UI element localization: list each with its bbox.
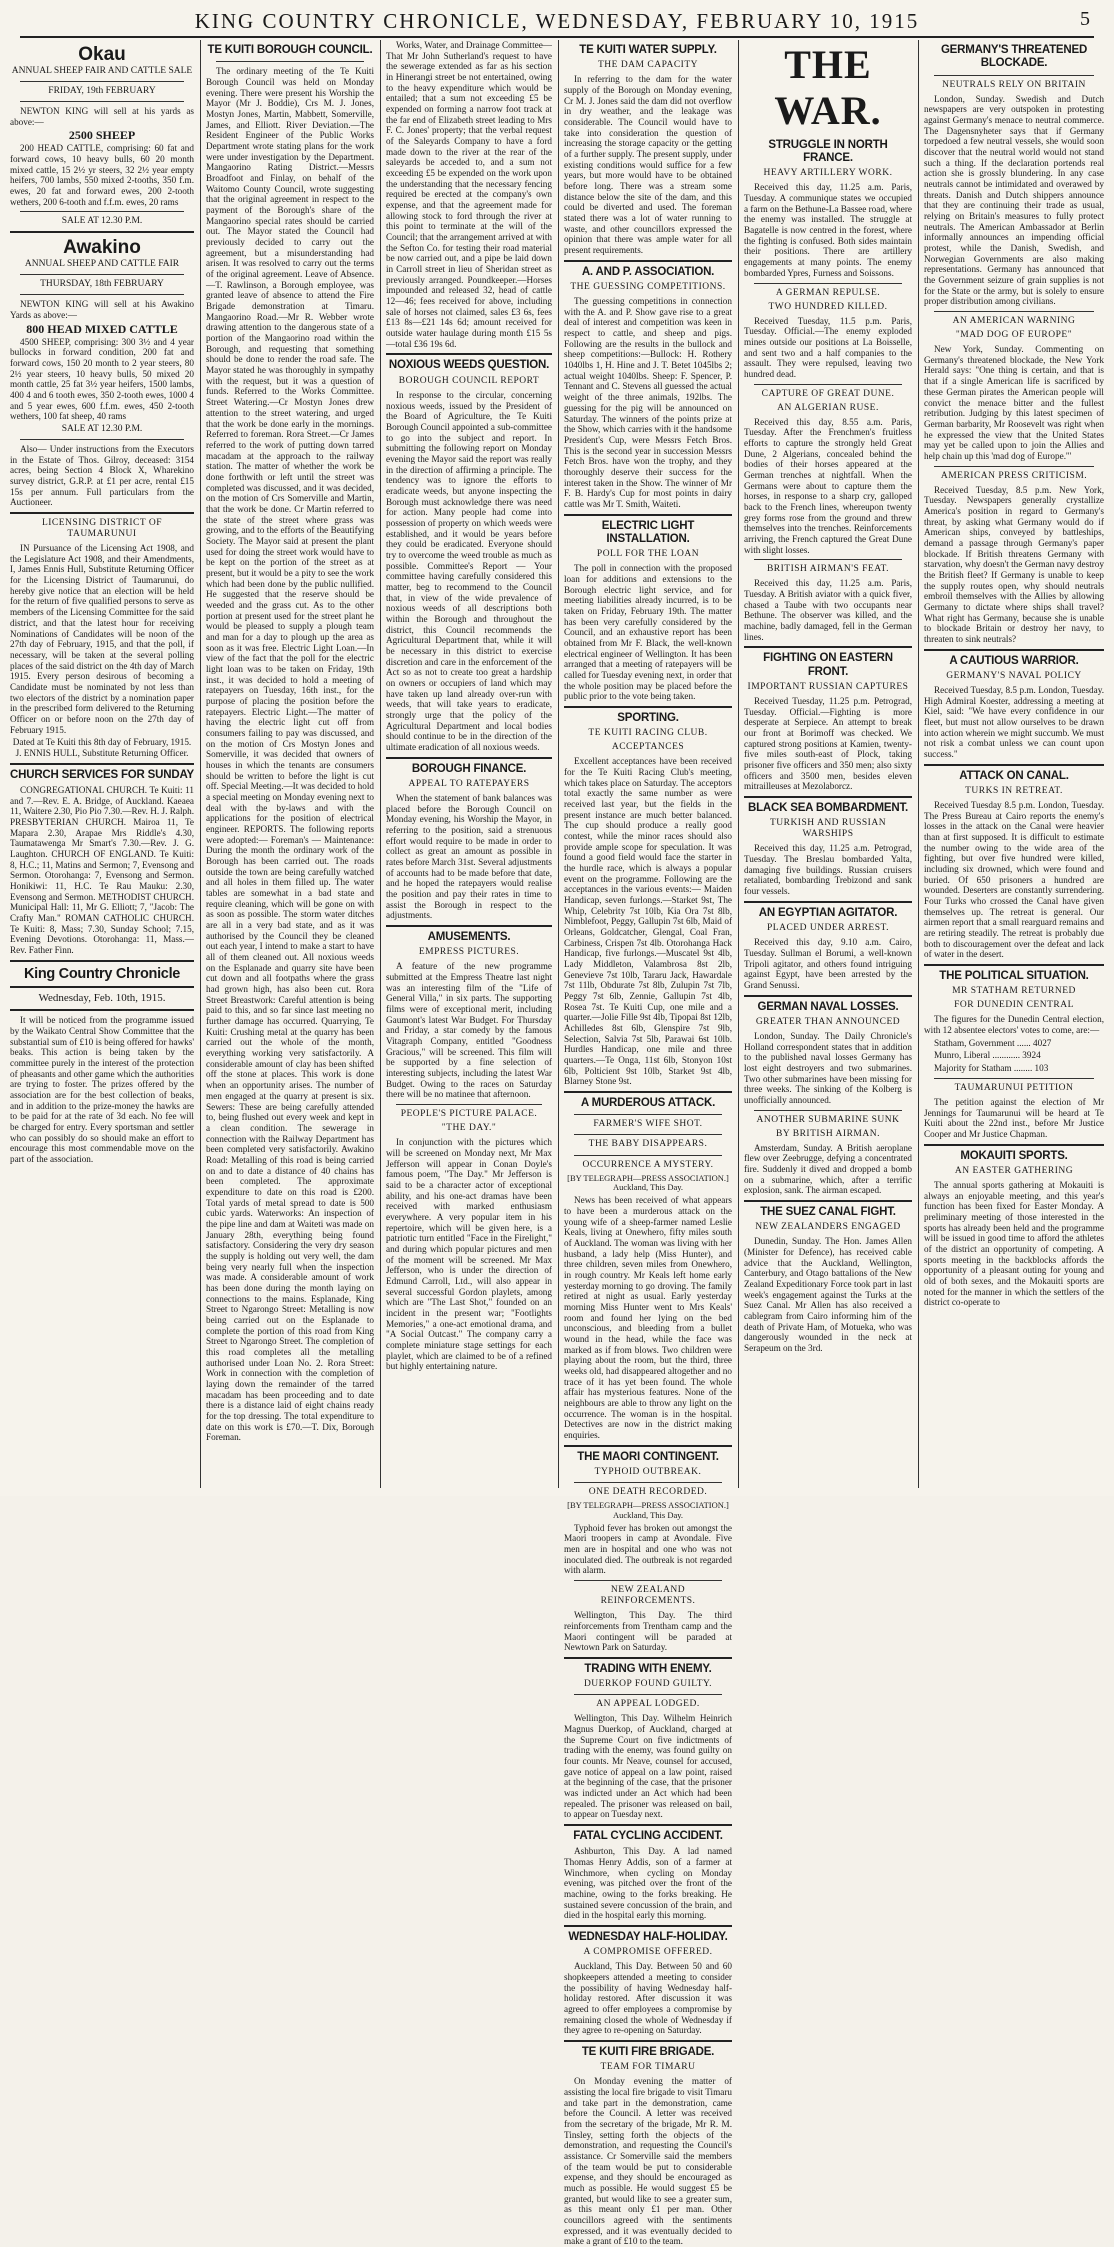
awakino-sale-time: SALE AT 12.30 P.M. xyxy=(61,424,143,435)
sporting-body: Excellent acceptances have been received for the Te Kuiti Racing Club's meeting, which takes place on Saturday. The acceptors total exactly the same number as were received last year, but the fields in the present instance are much better balanced. The cup should produce a really good contest, while the minor races should also provide ample scope for speculation. It was found a good field would face the starter in the hurdle race, which is always a popular event on the programme. Following are the acceptances in the various events:— Maiden Handicap, seven furlongs.—Starket 9st, The Whip, Celebrity 7st 10lb, Kia Ora 7st 8lb, Nimblefoot, Peggy, Gallupin 7st 6lb, Maid of Orleans, Goldcatcher, Glengal, Coal Fran, Carbiness, Crispen 7st 4lb. Otorohanga Hack Handicap, five furlongs.—Muscatel 9st 4lb, Lady Middleton, Valambrosa 8st 2lb, Genevieve 7st 10lb, Tararu Jack, Hawardale 7st 11lb, Obdurate 7st 8lb, Zulupin 7st 7lb, Peggy 7st 6lb, Zennie, Gallupin 7st 4lb, Rosea 7st. Te Kuiti Cup, one mile and a quarter.—Jolie Fille 9st 4lb, Tipopai 8st 12lb, Achilledes 8st 6lb, Glenspire 7st 9lb, Selection, Salvia 7st 5lb, Parawai 6st 10lb. Hurdles Handicap, one mile and three quarters.—Te Onga, 11st 6lb, Stonyon 10st 6lb, Polticient 9st 10lb, Starket 9st 4lb, Blarney Stone 9st. xyxy=(564,756,732,1087)
okau-date: FRIDAY, 19th FEBRUARY xyxy=(48,86,156,97)
canal-attack-body: Received Tuesday 8.5 p.m. London, Tuesday. The Press Bureau at Cairo reports the enemy's losses in the attack on the Canal were heavier than at first supposed. It is difficult to estimate the number owing to the wide area of the fighting, but over five hundred were killed, including six drowned, which were found and buried. Of 650 prisoners a hundred are wounded. Deserters are constantly surrendering. Four Turks who crossed the Canal have given themselves up. The retreat is general. Our airmen report that a small rearguard remains and are retiring steadily. The retreat is probably due both to discouragement over the defeat and lack of water in the desert. xyxy=(924,800,1104,960)
column-2 xyxy=(206,40,374,1488)
estate-notice: Also— Under instructions from the Executors in the Estate of Thos. Gilroy, deceased: 3154 acres, being Section 4 Block X, Wharekino survey district, G.R.P. at £1 per acre, rental £15 15s per annum. Full particulars from the Auctioneer. xyxy=(10,444,194,508)
electric-light-sub: POLL FOR THE LOAN xyxy=(596,549,700,560)
ap-association-sub: THE GUESSING COMPETITIONS. xyxy=(570,282,726,293)
war-s7-body: Received this day, 9.10 a.m. Cairo, Tuesday. Sullman el Borumi, a well-known Tripoli agitator, and others found intriguing against Egypt, have been arrested by the Grand Senussi. xyxy=(744,937,912,990)
murder-sub-3: OCCURRENCE A MYSTERY. xyxy=(582,1159,714,1170)
war-s1-heading: STRUGGLE IN NORTH FRANCE. xyxy=(768,138,888,165)
murder-sub-2: THE BABY DISAPPEARS. xyxy=(588,1139,708,1150)
war-s10-sub: NEW ZEALANDERS ENGAGED xyxy=(755,1222,901,1233)
reinforcements-heading: NEW ZEALAND REINFORCEMENTS. xyxy=(600,1585,696,1607)
political-heading: THE POLITICAL SITUATION. xyxy=(939,970,1089,983)
okau-title: Okau xyxy=(78,44,126,65)
okau-intro: NEWTON KING will sell at his yards as above:— xyxy=(10,106,194,127)
war-s9-body: Amsterdam, Sunday. A British aeroplane flew over Zeebrugge, defying a concentrated fire. Suddenly it dived and dropped a bomb on a submarine, which, after a terrific explosion, sank. The airman escaped. xyxy=(744,1142,912,1196)
war-s2-body: Received Tuesday, 11.5 p.m. Paris, Tuesday. Official.—The enemy exploded mines outside our positions at La Boisselle, and sent two and a half companies to the assault. They were repulsed, leaving two hundred dead. xyxy=(744,315,912,379)
murder-sub-1: FARMER'S WIFE SHOT. xyxy=(593,1119,703,1130)
column-6 xyxy=(924,40,1104,1488)
column-rule xyxy=(918,40,919,1488)
column-5 xyxy=(744,40,912,1488)
war-s8-heading: GERMAN NAVAL LOSSES. xyxy=(757,1000,899,1013)
acceptances-sub: ACCEPTANCES xyxy=(611,742,685,753)
result-row: Munro, Liberal ............ 3924 xyxy=(934,1050,1041,1061)
borough-finance-body: When the statement of bank balances was placed before the Borough Council on Monday evening, his Worship the Mayor, in referring to the position, said a strenuous effort would require to be made in order to collect as great an amount as possible in rates before March 31st. Several adjustments of accounts had to be made before that date, and he hoped the ratepayers would realise the position and pay their rates in time to assist the Borough in respect to the adjustments. xyxy=(386,793,552,921)
half-holiday-sub: A COMPROMISE OFFERED. xyxy=(583,1947,713,1958)
war-s4-heading: BRITISH AIRMAN'S FEAT. xyxy=(766,564,890,575)
water-supply-sub: THE DAM CAPACITY xyxy=(597,60,699,71)
page-number: 5 xyxy=(1080,8,1090,30)
political-body: The figures for the Dunedin Central election, with 12 absentee electors' votes to come, are:— xyxy=(924,1014,1104,1036)
trading-enemy-heading: TRADING WITH ENEMY. xyxy=(584,1662,712,1675)
blockade-heading: GERMANY'S THREATENED BLOCKADE. xyxy=(940,44,1088,70)
war-s10-body: Dunedin, Sunday. The Hon. James Allen (Minister for Defence), has received cable advice that the Auckland, Wellington, Canterbury, and Otago battalions of the New Zealand Expeditionary Force took part in last week's engagement against the Turks at the Suez Canal. Mr Allen has also received a cablegram from Cairo informing him of the death of Private Ham, of Motueka, who was dangerously wounded in the neck at Serapeum on the 3rd. xyxy=(744,1236,912,1354)
war-s3-body: Received this day, 8.55 a.m. Paris, Tuesday. After the Frenchmen's fruitless efforts to capture the strongly held Great Dune, 2 Algerians, concealed behind the bodies of their horses appeared at the German trenches at nightfall. When the Germans were about to capture them the horses, in response to a sharp cry, galloped back to the French lines, whereupon twenty grey forms rose from the ground and threw themselves into the trenches. Reinforcements arriving, the French captured the Great Dune with slight losses. xyxy=(744,416,912,555)
war-s7-sub: PLACED UNDER ARREST. xyxy=(767,923,889,934)
noxious-weeds-body: In response to the circular, concerning noxious weeds, issued by the President of the Board of Agriculture, the Te Kuiti Borough Council appointed a sub-committee to go into the subject and report. In submitting the following report on Monday evening the Mayor said the report was really in the direction of affirming a principle. The tendency was to ignore the efforts to eradicate weeds, but anyone inspecting the Borough must acknowledge there was need for action. Many people had come into possession of property on which weeds were established, and it would be years before they could be eradicated. Everyone should try to overcome the weed trouble as much as possible. Committee's Report — Your committee having carefully considered this matter, beg to recommend to the Council that, in view of the wide prevalence of noxious weeds of all descriptions both within the Borough and throughout the district, this Council recommends the Agricultural Department that, while it will be necessary in this district to exercise discretion and care in the enforcement of the Act so as not to create too great a hardship on owners or occupiers of land which may have taken up land already over-run with weeds, that will take years to eradicate, strongly urge that the policy of the Agricultural Department and local bodies should continue to be in the direction of the ultimate eradication of all noxious weeds. xyxy=(386,389,552,752)
noxious-weeds-subheading: BOROUGH COUNCIL REPORT xyxy=(398,375,540,386)
noxious-weeds-heading: NOXIOUS WEEDS QUESTION. xyxy=(388,359,550,372)
canal-attack-heading: ATTACK ON CANAL. xyxy=(959,769,1069,782)
war-s9-sub2: BY BRITISH AIRMAN. xyxy=(776,1128,880,1139)
result-row: Majority for Statham ........ 103 xyxy=(934,1063,1049,1074)
murder-dateline: [BY TELEGRAPH—PRESS ASSOCIATION.] Auckland, This Day. xyxy=(567,1172,729,1193)
war-s5-heading: FIGHTING ON EASTERN FRONT. xyxy=(763,652,893,678)
mokauiti-sub: AN EASTER GATHERING xyxy=(954,1165,1074,1176)
awakino-date: THURSDAY, 18th FEBRUARY xyxy=(40,279,164,290)
cycling-accident-heading: FATAL CYCLING ACCIDENT. xyxy=(573,1829,723,1842)
works-committee-body: Works, Water, and Drainage Committee—That Mr John Sutherland's request to have the sewerage extended as far as his section in Hinerangi street be not entertained, owing to the heavy expenditure which would be entailed; that a sum not exceeding £5 be expended on forming a narrow foot track at the far end of Elizabeth street leading to Mrs F. C. Jones' property; that the verbal request of the Saleyards Company to have a ford made down to the river at the rear of the saleyards be acceded to, and a sum not exceeding £5 be expended on the work upon the understanding that the necessary fencing required be erected at the company's own expense, and that the agreement made for allowing stock to ford through the river at this point to terminate at the will of the Council; that the arrangement arrived at with the Sefton Co. for testing their road material be now carried out, and a pipe be laid down in Carroll street in lieu of Sheridan street as previously arranged. Poundkeeper.—Horses impounded and released 32, head of cattle 12—46; fees received for above, including sale of horses not claimed, sales £3 6s, fees £13 8s—£21 14s 6d; amount received for outside water haulage during month £15 5s—total £36 19s 6d. xyxy=(386,40,552,349)
reinforcements-body: Wellington, This Day. The third reinforcements from Trentham camp and the Maori contingent will be paraded at Newtown Park on Saturday. xyxy=(564,1610,732,1653)
racing-club-sub: TE KUITI RACING CLUB. xyxy=(588,728,708,739)
fire-brigade-heading: TE KUITI FIRE BRIGADE. xyxy=(581,2046,715,2058)
okau-sale-time: SALE AT 12.30 P.M. xyxy=(61,216,143,227)
awakino-title: Awakino xyxy=(63,237,141,259)
the-day-body: In conjunction with the pictures which will be screened on Monday next, Mr Max Jefferson will appear in Conan Doyle's famous poem, "The Day." Mr Jefferson is said to be a character actor of exceptional ability, and his one-act dramas have been received with marked enthusiasm everywhere. A very popular item in his repertoire, which will be given here, is a patriotic turn entitled "Face in the Firelight," and during which popular pictures and men of the moment will be screened. Mr Max Jefferson, who is under the direction of Edmund Carroll, Ltd., will also appear in several successful Gordon playlets, among which are "The Last Shot," founded on an incident in the present war; "Footlights Memories," a one-act emotional drama, and "A Social Outcast." The company carry a complete miniature stage settings for each playlet, which are claimed to be of a refined but highly entertaining nature. xyxy=(386,1137,552,1372)
war-s10-heading: THE SUEZ CANAL FIGHT. xyxy=(760,1205,896,1218)
maori-sub-1: TYPHOID OUTBREAK. xyxy=(594,1467,702,1478)
awakino-subtitle: ANNUAL SHEEP AND CATTLE FAIR xyxy=(24,259,180,270)
masthead xyxy=(20,6,1094,38)
war-s6-body: Received this day, 11.25 a.m. Petrograd, Tuesday. The Breslau bombarded Yalta, damaging five buildings. Russian cruisers retaliated, bombarding Trebizond and sank four vessels. xyxy=(744,843,912,897)
awakino-cattle: 800 HEAD MIXED CATTLE xyxy=(26,321,178,336)
war-s9-sub: ANOTHER SUBMARINE SUNK xyxy=(756,1114,900,1125)
cautious-warrior-body: Received Tuesday, 8.5 p.m. London, Tuesday. High Admiral Koester, addressing a meeting at Kiel, said: "We have every confidence in our fleet, but must not allow ourselves to be drawn into action wherein we might succumb. We must not risk a combat unless we can count upon success." xyxy=(924,684,1104,759)
borough-finance-subheading: APPEAL TO RATEPAYERS xyxy=(408,779,530,789)
petition-body: The petition against the election of Mr Jennings for Taumarunui will be heard at Te Kuiti about the 22nd inst., before Mr Justice Cooper and Mr Justice Chapman. xyxy=(924,1096,1104,1139)
war-s5-sub: IMPORTANT RUSSIAN CAPTURES xyxy=(747,682,909,693)
local-news-block xyxy=(564,44,732,1093)
the-war-heading: THE WAR. xyxy=(774,42,882,134)
column-rule xyxy=(380,40,381,1488)
okau-body: 200 HEAD CATTLE, comprising: 60 fat and forward cows, 10 heavy bulls, 60 20 month mixed cattle, 15 2½ yr steers, 32 2½ year empty heifers, 700 lambs, 550 mixed 2-tooths, 350 f.m. ewes, 20 fat and forward ewes, 200 2-tooth wethers, 200 6-tooth and f.f.m. ewes, 20 rams xyxy=(10,143,194,207)
war-s7-heading: AN EGYPTIAN AGITATOR. xyxy=(758,906,898,919)
column-rule xyxy=(200,40,201,1488)
canal-attack-sub: TURKS IN RETREAT. xyxy=(965,786,1063,796)
column-4 xyxy=(564,40,732,2247)
maori-dateline: [BY TELEGRAPH—PRESS ASSOCIATION.] Auckland, This Day. xyxy=(567,1500,729,1520)
murder-heading: A MURDEROUS ATTACK. xyxy=(580,1097,716,1110)
blockade-sub: NEUTRALS RELY ON BRITAIN xyxy=(942,79,1086,90)
war-s4-body: Received this day, 11.25 a.m. Paris, Tuesday. A British aviator with a quick fiver, chased a Taube with two occupants near Bethune. The observer was killed, and the machine, badly damaged, fell in the German lines. xyxy=(744,578,912,642)
amusements-heading: AMUSEMENTS. xyxy=(427,931,511,944)
okau-sheep: 2500 SHEEP xyxy=(68,128,136,143)
cautious-warrior-sub: GERMANY'S NAVAL POLICY xyxy=(946,670,1082,681)
half-holiday-body: Auckland, This Day. Between 50 and 60 shopkeepers attended a meeting to consider the possibility of having Wednesday half-holiday restored. After discussion it was agreed to offer employees a compromise by remaining closed the whole of Wednesday if they agree to re-opening on Saturday. xyxy=(564,1961,732,2036)
sporting-heading: SPORTING. xyxy=(617,711,679,724)
petition-sub: TAUMARUNUI PETITION xyxy=(954,1082,1074,1093)
blockade-body: London, Sunday. Swedish and Dutch newspapers are very outspoken in protesting against Germany's menace to neutral commerce. The Dagensnyheter says that if Germany torpedoed a few neutral vessels, she would soon discover that the neutral world would not stand such a thing. If the declaration portends real action she is grossly blundering. In any case neutrals cannot be intimidated and overawed by threats. Danish and Dutch shippers announce that they are continuing their trade as usual, relying on Britain's measures to fully protect neutrals. The American Ambassador at Berlin informally announces an impending official protest, while the Danish, Swedish, and Norwegian Governments are also making representations. Germany has announced that the Government seizure of grain supplies is not for the State or the army, but is solely to ensure proper distribution among civilians. xyxy=(924,93,1104,307)
war-s1-sub: HEAVY ARTILLERY WORK. xyxy=(763,168,893,179)
kc-title: King Country Chronicle xyxy=(23,965,181,982)
awakino-intro: NEWTON KING will sell at his Awakino Yards as above:— xyxy=(10,299,194,321)
column-rule xyxy=(738,40,739,1488)
awakino-body: 4500 SHEEP, comprising: 300 3½ and 4 year bullocks in forward condition, 200 fat and forward cows, 150 20 month to 2 year steers, 80 2½ year steers, 10 heavy bulls, 50 mixed 20 month cattle, 25 fat 3½ year heifers, 1500 lambs, 400 4 and 6 tooth ewes, 350 2-tooth ewes, 1000 4 and 5 year ewes, 600 f.f.m. ewes, 450 2-tooth wethers, 100 fat sheep, 40 rams xyxy=(10,336,194,422)
ap-association-body: The guessing competitions in connection with the A. and P. Show gave rise to a great deal of interest and competition was keen in respect to cattle, and sheep and pigs. Following are the results in the bullock and sheep competitions:—Bullock: H. Rothery 1040lbs 1, H. Hine and J. T. Betet 1045lbs 2; actual weight 1040lbs. Sheep: F. Spencer, P. Tennant and C. Stevens all guessed the actual weight of the three animals, 192lbs. The guessing for the pig will be announced on Saturday. The winners of the points prize at the Show, which carries with it the handsome President's Cup, were Messrs Fetch Bros. This is the second year in succession Messrs Fetch Bros. have won the trophy, and they thoroughly deserve their success for the interest taken in the Show. The winner of Mr F. B. Hardy's Cup for most points in dairy cattle was Mr T. Smith, Waiteti. xyxy=(564,296,732,509)
licensing-title: LICENSING DISTRICT OF TAUMARUNUI xyxy=(41,518,163,540)
war-s8-body: London, Sunday. The Daily Chronicle's Holland correspondent states that in addition to the published naval losses Germany has lost eight destroyers and two submarines. Two other submarines have been missing for three weeks. The sinking of the Kolberg is unofficially announced. xyxy=(744,1030,912,1105)
trading-body: Wellington, This Day. Wilhelm Heinrich Magnus Duerkop, of Auckland, charged at the Supreme Court on five indictments of trading with the enemy, was found guilty on four counts. Mr Neave, counsel for accused, gave notice of appeal on a law point, raised at the beginning of the case, that the prisoner was indicted under an Act which had been repealed. The prisoner was released on bail, to appear on Tuesday next. xyxy=(564,1713,732,1820)
mokauiti-heading: MOKAUITI SPORTS. xyxy=(960,1149,1068,1162)
church-services-heading: CHURCH SERVICES FOR SUNDAY xyxy=(10,768,194,781)
half-holiday-heading: WEDNESDAY HALF-HOLIDAY. xyxy=(568,1930,728,1943)
press-criticism-heading: AMERICAN PRESS CRITICISM. xyxy=(940,470,1088,481)
borough-council-heading: TE KUITI BOROUGH COUNCIL. xyxy=(207,44,373,56)
fire-brigade-sub: TEAM FOR TIMARU xyxy=(600,2062,696,2073)
political-sub: MR STATHAM RETURNED xyxy=(952,986,1076,997)
maori-contingent-heading: THE MAORI CONTINGENT. xyxy=(577,1450,719,1463)
licensing-signature: Dated at Te Kuiti this 8th day of February, 1915. J. ENNIS HULL, Substitute Returning Officer. xyxy=(12,737,192,758)
column-rule xyxy=(558,40,559,1488)
column-1 xyxy=(10,40,194,1488)
war-s2-heading: A GERMAN REPULSE. xyxy=(775,287,881,298)
maori-sub-2: ONE DEATH RECORDED. xyxy=(588,1487,708,1498)
american-warning-body: New York, Sunday. Commenting on Germany's threatened blockade, the New York Herald says: "One thing is certain, and that is that if a single American life is sacrificed by these German pirates the American people will convict the menace bitter and the fullest retribution. Judging by this latest specimen of German barbarity, Mr Roosevelt was right when he expressed the view that the United States may yet be called upon to join the Allies and help chain up this 'mad dog of Europe.'" xyxy=(924,344,1104,461)
kc-editorial: It will be noticed from the programme issued by the Waikato Central Show Committee that the substantial sum of £10 is being offered for hawks' beaks. This action is being taken by the committee purely in the interest of the protection of pheasants and other game which the authorities are trying to foster. The prizes offered by the association are for the best collection of beaks, and in addition to the prize-money the hawks are to be paid for at the rate of 3d each. No fee will be charged for entry. Every sportsman and settler who can possibly do so should make an effort to encourage this most commendable move on the part of the association. xyxy=(10,1015,194,1164)
war-s8-sub: GREATER THAN ANNOUNCED xyxy=(755,1016,901,1027)
mokauiti-body: The annual sports gathering at Mokauiti is always an enjoyable meeting, and this year's function has been fixed for Easter Monday. A preliminary meeting of those interested in the sports has already been held and the programme will be issued in good time to afford the athletes of the district an opportunity of competing. A sports meeting in the backblocks affords the opportunity of a pleasant outing for young and old of both sexes, and the Mokauiti sports are noted for the manner in which the settlers of the district co-operate to xyxy=(924,1179,1104,1308)
war-s2-sub: TWO HUNDRED KILLED. xyxy=(768,301,888,312)
war-s3-heading: CAPTURE OF GREAT DUNE. xyxy=(761,388,895,399)
electric-light-body: The poll in connection with the proposed loan for additions and extensions to the Borough electric light service, and for meeting liabilities already incurred, is to be taken on Friday, February 19th. The matter has been very carefully considered by the Council, and an exhaustive report has been obtained from Mr F. Black, the well-known electrical engineer of Wellington. It has been arranged that a meeting of ratepayers will be called for Tuesday evening next, in order that the whole position may be placed before the public prior to the vote being taken. xyxy=(564,563,732,702)
trading-sub-1: DUERKOP FOUND GUILTY. xyxy=(583,1679,713,1690)
war-s6-heading: BLACK SEA BOMBARDMENT. xyxy=(747,802,908,815)
masthead-title: KING COUNTRY CHRONICLE, WEDNESDAY, FEBRUARY 10, 1915 xyxy=(194,8,920,33)
kc-date: Wednesday, Feb. 10th, 1915. xyxy=(38,992,166,1005)
okau-subtitle: ANNUAL SHEEP FAIR AND CATTLE SALE xyxy=(11,66,193,77)
the-day-subheading: "THE DAY." xyxy=(441,1123,497,1134)
american-warning-heading: AN AMERICAN WARNING xyxy=(952,316,1076,327)
war-s6-sub: TURKISH AND RUSSIAN WARSHIPS xyxy=(769,818,887,840)
war-s5-body: Received Tuesday, 11.25 p.m. Petrograd, Tuesday. Official.—Fighting is more desperate at Serpiece. An attempt to break our front at Borimoff was checked. We captured strong positions at Kamien, twenty-five miles south-east of Plock, taking prisoner five officers and 350 men; also sixty officers and 3500 men, besides eleven mitrailleuses at Mezolaborcz. xyxy=(744,696,912,792)
church-services-body: CONGREGATIONAL CHURCH. Te Kuiti: 11 and 7.—Rev. E. A. Bridge, of Auckland. Kaeaea 11, Waitere 2.30, Pio Pio 7.30.—Rev. H. J. Ralph. PRESBYTERIAN CHURCH. Mairoa 11, Te Mapara 2.30, Arapae Mrs Riddle's 4.30, Taumatawenga Mr Smart's 7.30.—Rev. J. G. Laughton. CHURCH OF ENGLAND. Te Kuiti: 8, H.C.; 11, Matins and Sermon; 7, Evensong and Sermon. Otorohanga: 7, Evensong and Sermon. Honikiwi: 11, H.C. Te Rau Mauku: 2.30, Evensong and Sermon. METHODIST CHURCH. Municipal Hall: 11, Mr G. Elliott; 7, "Jacob: The Crafty Man." ROMAN CATHOLIC CHURCH. Te Kuiti: 8, Mass; 7.30, Sunday School; 7.15, Evening Devotions. Otorohanga: 11, Mass.—Rev. Father Finn. xyxy=(10,784,194,955)
war-s1-body: Received this day, 11.25 a.m. Paris, Tuesday. A communique states we occupied a farm on the Bethune-La Bassee road, where the enemy was installed. The struggle at Bagatelle is now centred in the forest, where the fighting is confused. Both sides maintain their positions. There are artillery engagements at many points. The enemy bombarded Ypres, Furness and Soissons. xyxy=(744,182,912,278)
fire-brigade-body: On Monday evening the matter of assisting the local fire brigade to visit Timaru and take part in the demonstration, came before the Council. A letter was received from the secretary of the brigade, Mr R. M. Tinsley, setting forth the objects of the demonstration, and requesting the Council's assistance. Cr Somerville said the members of the team would be put to considerable expense, and they should be encouraged as much as possible. He would suggest £5 be granted, but would like to see a greater sum, as this meant only £1 per man. Other councillors agreed with the sentiments expressed, and it was eventually decided to make a grant of £10 to the team. xyxy=(564,2076,732,2247)
electric-light-heading: ELECTRIC LIGHT INSTALLATION. xyxy=(601,519,695,545)
water-supply-body: In referring to the dam for the water supply of the Borough on Monday evening, Cr M. J. Jones said the dam did not overflow in dry weather, and the leakage was considerable. The Council would have to take into consideration the question of increasing the storage capacity or the getting of a further supply. The present supply, under existing conditions would suffice for a few years, but more would have to be obtained before long. There was a stream some distance below the site of the dam, and this could be diverted and used. The foreman stated there was a lot of water running to waste, and other councillors expressed the opinion that there was ample water for all present requirements. xyxy=(564,74,732,256)
empress-body: A feature of the new programme submitted at the Empress Theatre last night was an interesting film of the "Life of General Villa," in six parts. The supporting films were of exceptional merit, including Gaumont's latest War Budget. For Thursday and Friday, a star comedy by the famous Vitagraph Company, entitled "Goodness Gracious," will be screened. This film will be supported by a fine selection of interesting subjects, including the latest War Budget. Owing to the races on Saturday there will be no matinee that afternoon. xyxy=(386,961,552,1100)
murder-body: News has been received of what appears to have been a murderous attack on the young wife of a sheep-farmer named Leslie Keals, living at Onewhero, fifty miles south of Auckland. The woman was living with her husband, a lady help (Miss Hunter), and three children, seven miles from Onewhero, in rough country. Mr Keals left home early yesterday morning to go droving. The family retired at night as usual. Early yesterday morning Miss Hunter went to Mrs Keals' room and found her lying on the bed unconscious, and bleeding from a bullet wound in the head, while the face was marked as if from blows. Two children were playing about the room, but the third, three weeks old, had disappeared altogether and no trace of it has yet been found. The whole affair has mysterious features. None of the neighbours are able to throw any light on the occurrence. The woman is in the hospital. Detectives are now in the district making enquiries. xyxy=(564,1195,732,1441)
trading-sub-2: AN APPEAL LODGED. xyxy=(596,1699,700,1710)
licensing-body: IN Pursuance of the Licensing Act 1908, and the Legislature Act 1908, and their Amendments, I, James Ennis Hull, Substitute Returning Officer for the Licensing District of Taumarunui, do hereby give notice that an election will be held for the return of five qualified persons to serve as members of the Licensing Committee for the said district, and that the latest hour for receiving Nominations of Candidates will be noon of the 27th day of February, 1915, and that the poll, if necessary, will be taken at the several polling places of the said district on the 4th day of March 1915. Every person desirous of becoming a Candidate must be nominated by not less than two electors of the district by a nomination paper in the prescribed form delivered to the Returning Officer on or before noon on the 27th day of February 1915. xyxy=(10,543,194,735)
press-criticism-body: Received Tuesday, 8.5 p.m. New York, Tuesday. Newspapers generally crystallize America's position in regard to Germany's threat, by asking what Germany would do if American ships, conveyed by battleships, demand a passage through Germany's paper blockade. If British threatens Germany with starvation, why doesn't the German navy destroy the British fleet? If Germany is unable to keep the supply routes open, why should neutrals embroil themselves with the Allies by allowing Germany to dictate where ships shall travel? What right has Germany, because she is unable to blockade Britain or destroy her navy, to threaten to sink neutrals? xyxy=(924,484,1104,644)
maori-body: Typhoid fever has broken out amongst the Maori troopers in camp at Avondale. Five men are in hospital and one who was not inoculated died. The outbreak is not regarded with alarm. xyxy=(564,1522,732,1576)
empress-subheading: EMPRESS PICTURES. xyxy=(418,947,520,958)
result-row: Statham, Government ...... 4027 xyxy=(934,1037,1052,1048)
political-sub2: FOR DUNEDIN CENTRAL xyxy=(954,1000,1074,1011)
water-supply-heading: TE KUITI WATER SUPPLY. xyxy=(579,44,717,56)
borough-finance-heading: BOROUGH FINANCE. xyxy=(411,762,527,775)
cautious-warrior-heading: A CAUTIOUS WARRIOR. xyxy=(949,654,1079,667)
column-3 xyxy=(386,40,552,1488)
peoples-palace-subheading: PEOPLE'S PICTURE PALACE. xyxy=(400,1109,538,1120)
war-s3-sub: AN ALGERIAN RUSE. xyxy=(777,402,879,413)
american-warning-sub: "MAD DOG OF EUROPE" xyxy=(955,330,1073,341)
ap-association-heading: A. AND P. ASSOCIATION. xyxy=(581,265,715,278)
borough-council-body: The ordinary meeting of the Te Kuiti Borough Council was held on Monday evening. There were present his Worship the Mayor (Mr J. Boddie), Crs M. J. Jones, Mostyn Jones, Martin, Mabbett, Somerville, James, and Elliott. River Deviation.—The Resident Engineer of the Public Works Department wrote stating plans for the work were under investigation by the Department. Mangaorino Rating District.—Messrs Broadfoot and Finlay, on behalf of the Waitomo County Council, wrote suggesting that the original agreement in respect to the payment of the Borough's share of the Mangaorino special rates should be carried out. The Mayor stated the Council had previously decided to carry out the agreement, but a misunderstanding had arisen. It was resolved to carry out the terms of the original agreement. Leave of Absence.—T. Rawlinson, a Borough employee, was granted leave of absence to attend the Fire Brigade demonstration at Timaru. Mangaorino Road.—Mr R. Webber wrote drawing attention to the dangerous state of a portion of the Mangaorino road within the Borough, and requesting that something should be done to render the road safe. The Mayor stated he was thoroughly in sympathy with the request, but it was a question of funds. Referred to the Works Committee. Street Watering.—Cr Mostyn Jones drew attention to the street watering, and urged that the work be done early in the mornings. Referred to foreman. Rora Street.—Cr James referred to the work of putting down tarred macadam at the approach to the railway station. The matter of whether the work be done forthwith or left until the street was completed was discussed, and it was decided, on the motion of Crs Somerville and Martin, that the work be done. Cr Martin referred to the state of the street where grass was growing, and to the efforts of the Beautifying Society. The Mayor said at present the plant used for doing the street work would have to be kept on the portion of the street as at present, but it would be a pity to see the work which had been done by the public nullified. He suggested that the reserve should be weeded and the grass cut. As to the other portion at present used for the street plant he would be pleased to supply a plough team and man for a day to plough up the area as soon as it was free. Electric Light Loan.—In view of the fact that the poll for the electric light loan was to be taken on Friday, 19th inst., it was decided to hold a meeting of ratepayers on Tuesday, 16th inst., for the purpose of placing the position before the ratepayers. Electric Light.—The matter of having the electric light cut off from consumers failing to pay was discussed, and on the motion of Crs Mostyn Jones and Somerville, it was decided that owners of houses in which the tenants are consumers should be written to before the light is cut off. Special Meeting.—It was decided to hold a special meeting on Monday evening next to deal with the by-laws and with the applications for the position of electrical engineer. REPORTS. The following reports were adopted:— Foreman's — Maintenance: During the month the ordinary work of the Borough has been carried out. The roads outside the town are being carefully watched and all holes in them filled up. The water tables are somewhat in a bad state and require cleaning, which will be gone on with as soon as possible. The storm water ditches are all in a very bad state, and as it was authorised by the Council they be cleaned out each year, I intend to make a start to have all of them cleaned out. All noxious weeds on the Esplanade and quarry site have been cut down and all footpaths where the grass had grown high, has also been cut. Rora Street Breastwork: Careful attention is being paid to this, and so far since last meeting no further damage has occurred. Quarrying, Te Kuiti: Crushing metal at the quarry has been carried out the whole of the month, everything working very satisfactorily. A considerable amount of clay has been shifted off the stone at places. This work is done when an opportunity arises. The number of men engaged at the quarry at present is six. Sewers: These are being carefully attended to, being flushed out every week and kept in a clean condition. The sewerage in connection with the Railway Department has been completed very satisfactorily. Awakino Road: Metalling of this road is being carried on and to date a distance of 40 chains has been completed. The approximate expenditure to date on this road is £200. Total yards of metal spread to date is 500 cubic yards. Waterworks: An inspection of the pipe line and dam at Waiteti was made on January 28th, everything being found satisfactory. Considering the very dry season the supply is holding out very well, the dam being very nearly full when the inspection was made. A considerable amount of work has been done during the month laying on connections to the mains. Esplanade, King Street to Ngarongo Street: Metalling is now being carried out on the Esplanade to complete the portion of this road from King Street to Ngarongo Street. The completion of this road completes all the metalling authorised under Loan No. 2. Rora Street: Work in connection with the completion of laying down the remainder of the tarred macadam has been proceeding and to date there is a distance laid of eight chains ready for the top dressing. The total expenditure to date on this work is £70.—T. Dix, Borough Foreman. xyxy=(206,66,374,1443)
cycling-accident-body: Ashburton, This Day. A lad named Thomas Henry Addis, son of a farmer at Winchmore, when cycling on Monday evening, was pitched over the front of the machine, owing to the forks breaking. He sustained severe concussion of the brain, and died in the hospital early this morning. xyxy=(564,1846,732,1921)
